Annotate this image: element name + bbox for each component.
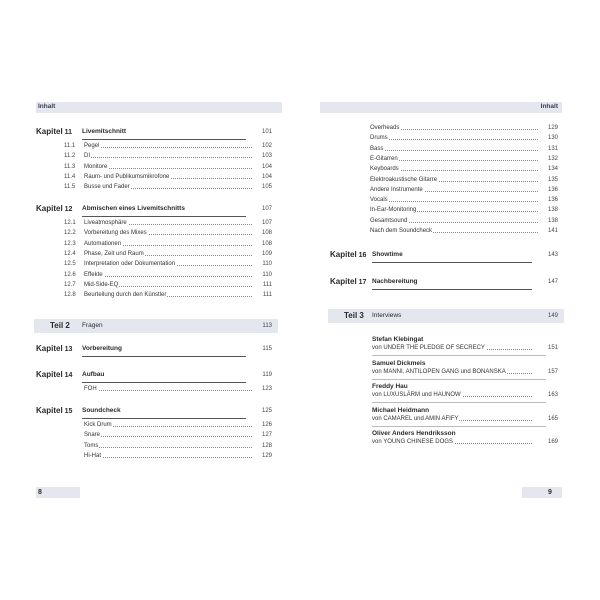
part-label[interactable]: Teil 3 [344, 311, 364, 320]
entry-page: 111 [262, 281, 272, 288]
chapter-label-word: Kapitel [36, 370, 63, 379]
part-page: 149 [547, 313, 558, 319]
entry-page: 107 [261, 220, 272, 226]
entry-page: 108 [261, 240, 272, 247]
chapter-heading[interactable] [36, 343, 272, 355]
entry-page: 138 [547, 207, 558, 214]
running-header: Inhalt [38, 103, 56, 110]
toc-entry[interactable] [36, 271, 272, 280]
entry-page: 128 [261, 442, 272, 449]
interviewee-name: Oliver Anders Hendriksson [372, 430, 456, 438]
chapter-rule [82, 139, 246, 140]
entry-page: 108 [261, 230, 272, 237]
entry-title: DI [84, 153, 90, 160]
chapter-label-word: Kapitel [36, 344, 63, 353]
entry-number: 11.1 [64, 143, 76, 149]
entry-page: 126 [261, 422, 272, 428]
interviewee-name: Stefan Klebingat [372, 336, 424, 343]
entry-page: 135 [547, 176, 558, 183]
footer-band [522, 487, 562, 498]
toc-entry[interactable] [330, 196, 558, 205]
entry-page: 105 [261, 184, 272, 191]
entry-title: Andere Instrumente [370, 186, 423, 193]
toc-entry[interactable] [36, 240, 272, 249]
entry-page: 129 [261, 452, 272, 459]
toc-entry[interactable] [36, 442, 272, 451]
entry-page: 123 [261, 386, 272, 392]
entry-number: 12.6 [64, 271, 76, 278]
chapter-title: Abmischen eines Livemitschnitts [82, 205, 185, 212]
toc-entry[interactable] [330, 134, 558, 143]
entry-title: Overheads [370, 125, 400, 131]
entry-title: Raum- und Publikumsmikrofone [84, 173, 170, 180]
dot-leader [84, 168, 252, 169]
dot-leader [84, 157, 252, 158]
chapter-number: 16 [356, 252, 367, 259]
entry-title: FOH [84, 386, 97, 392]
entry-page: 110 [262, 271, 272, 278]
toc-entry[interactable] [36, 173, 272, 182]
entry-page: 136 [547, 186, 558, 193]
entry-number: 12.7 [64, 281, 76, 288]
page-number: 9 [548, 489, 552, 496]
dot-leader [84, 436, 252, 437]
chapter-label [36, 405, 72, 418]
entry-title: Gesamtsound [370, 217, 408, 224]
chapter-label [36, 369, 72, 382]
chapter-heading[interactable] [36, 126, 272, 138]
entry-title: Snare [84, 432, 101, 439]
chapter-title: Aufbau [82, 371, 105, 378]
entry-title: Busse und Fader [84, 184, 130, 191]
toc-entry[interactable] [330, 186, 558, 195]
chapter-rule [82, 356, 246, 357]
interview-entry[interactable] [372, 382, 558, 404]
entry-page: 130 [547, 135, 558, 142]
entry-page: 109 [261, 250, 272, 257]
toc-entry[interactable] [36, 229, 272, 238]
toc-entry[interactable] [36, 142, 272, 151]
chapter-page: 143 [547, 252, 558, 258]
chapter-rule [82, 216, 246, 217]
dot-leader [84, 147, 252, 148]
entry-title: Keyboards [370, 166, 399, 173]
interviewee-bands: von CAMAREL und AMIN AFIFY [372, 415, 459, 422]
dot-leader [370, 201, 538, 202]
chapter-heading[interactable] [330, 249, 558, 261]
entry-title: Mid-Side-EQ [84, 281, 119, 288]
entry-title: Phase, Zeit und Raum [84, 250, 144, 257]
interviewee-name: Samuel Dickmeis [372, 359, 426, 367]
chapter-number: 17 [356, 279, 367, 286]
chapter-label-word: Kapitel [330, 277, 357, 286]
chapter-heading[interactable] [36, 405, 272, 417]
chapter-label-word: Kapitel [330, 250, 357, 259]
chapter-heading[interactable] [36, 369, 272, 381]
interview-rule [372, 402, 546, 403]
dot-leader [84, 390, 252, 391]
toc-entry[interactable] [330, 176, 558, 185]
chapter-rule [372, 262, 532, 263]
chapter-number: 12 [62, 206, 73, 213]
chapter-heading[interactable] [36, 203, 272, 215]
toc-entry[interactable] [36, 452, 272, 461]
entry-page: 131 [547, 145, 558, 152]
interview-rule [372, 379, 546, 380]
chapter-number: 13 [62, 346, 73, 353]
right-page [300, 0, 600, 600]
header-band [36, 102, 282, 113]
entry-title: Drums [370, 135, 388, 142]
toc-entry[interactable] [36, 163, 272, 172]
chapter-title: Nachbereitung [372, 278, 418, 285]
interview-entry[interactable] [372, 406, 558, 428]
toc-entry[interactable] [330, 227, 558, 236]
toc-entry[interactable] [36, 385, 272, 394]
entry-number: 11.5 [64, 184, 76, 191]
entry-number: 11.3 [64, 163, 76, 170]
footer-band [36, 487, 80, 498]
entry-title: Monitore [84, 163, 108, 170]
chapter-title: Showtime [372, 251, 403, 258]
chapter-heading[interactable] [330, 276, 558, 288]
entry-page: 127 [261, 432, 272, 439]
entry-title: Bass [370, 145, 384, 152]
chapter-number: 11 [62, 129, 73, 136]
part-label[interactable]: Teil 2 [50, 321, 70, 330]
interviewee-bands: von UNDER THE PLEDGE OF SECRECY [372, 345, 485, 351]
dot-leader [84, 276, 252, 277]
part-title[interactable]: Fragen [82, 322, 103, 329]
toc-entry[interactable] [330, 206, 558, 215]
running-header: Inhalt [540, 103, 558, 110]
chapter-title: Soundcheck [82, 407, 121, 414]
entry-page: 104 [261, 173, 272, 180]
entry-title: Interpretation oder Dokumentation [84, 261, 176, 268]
toc-entry[interactable] [330, 155, 558, 164]
interviewee-name: Freddy Hau [372, 383, 408, 391]
interviewee-bands: von YOUNG CHINESE DOGS [372, 439, 453, 446]
dot-leader [84, 457, 252, 458]
dot-leader [84, 447, 252, 448]
chapter-label-word: Kapitel [36, 406, 63, 415]
toc-entry[interactable] [330, 217, 558, 226]
chapter-label [330, 276, 366, 289]
chapter-label [330, 249, 366, 262]
entry-page: 129 [547, 125, 558, 131]
entry-title: Pegel [84, 143, 100, 149]
toc-entry[interactable] [36, 281, 272, 290]
toc-entry[interactable] [36, 431, 272, 440]
interviewee-bands: von MANNI, ANTILOPEN GANG und BONANSKA [372, 368, 506, 375]
toc-entry[interactable] [36, 250, 272, 259]
entry-title: Vorbereitung des Mixes [84, 230, 147, 237]
chapter-rule [82, 418, 246, 419]
chapter-label-word: Kapitel [36, 204, 63, 213]
interview-entry[interactable] [372, 429, 558, 451]
toc-entry[interactable] [330, 145, 558, 154]
entry-page: 136 [547, 197, 558, 204]
chapter-label-word: Kapitel [36, 127, 63, 136]
toc-entry[interactable] [36, 183, 272, 192]
entry-page: 102 [261, 143, 272, 149]
chapter-title: Vorbereitung [82, 345, 122, 352]
entry-page: 141 [547, 228, 558, 234]
entry-title: Kick Drum [84, 422, 112, 428]
interview-rule [372, 355, 546, 356]
entry-title: Hi-Hat [84, 452, 102, 459]
entry-number: 12.1 [64, 220, 76, 226]
chapter-rule [82, 382, 246, 383]
chapter-page: 101 [261, 129, 272, 135]
entry-title: Elektroakustische Gitarre [370, 176, 438, 183]
dot-leader [370, 139, 538, 140]
toc-entry[interactable] [36, 291, 272, 300]
interview-entry[interactable] [372, 335, 558, 357]
chapter-number: 14 [62, 372, 73, 379]
entry-page: 104 [261, 163, 272, 170]
entry-title: Automationen [84, 240, 122, 247]
chapter-label [36, 203, 72, 216]
entry-title: Toms [84, 442, 99, 449]
chapter-page: 107 [261, 206, 272, 212]
chapter-page: 125 [261, 408, 272, 414]
entry-number: 12.5 [64, 261, 76, 268]
chapter-title: Livemitschnitt [82, 128, 127, 135]
entry-title: Vocals [370, 197, 388, 204]
entry-number: 12.4 [64, 250, 76, 257]
toc-entry[interactable] [330, 165, 558, 174]
interviewee-name: Michael Heidmann [372, 406, 430, 414]
entry-title: Beurteilung durch den Künstler [84, 292, 167, 299]
chapter-rule [372, 289, 532, 290]
chapter-label [36, 343, 72, 356]
interview-entry[interactable] [372, 359, 558, 381]
entry-title: Nach dem Soundcheck [370, 228, 433, 234]
header-band [320, 102, 562, 113]
entry-page: 132 [547, 155, 558, 162]
chapter-label [36, 126, 72, 139]
entry-number: 12.2 [64, 230, 76, 237]
entry-number: 11.4 [64, 173, 76, 180]
entry-page: 134 [547, 166, 558, 173]
part-page: 113 [262, 323, 272, 329]
page-number: 8 [38, 489, 42, 496]
interviewee-bands: von LUXUSLÄRM und HAUNOW [372, 392, 461, 399]
toc-entry[interactable] [36, 421, 272, 430]
toc-entry[interactable] [330, 124, 558, 133]
chapter-number: 15 [62, 408, 73, 415]
toc-entry[interactable] [36, 152, 272, 161]
entry-number: 12.8 [64, 292, 76, 299]
entry-title: Liveatmosphäre [84, 220, 127, 226]
toc-entry[interactable] [36, 219, 272, 228]
entry-title: In-Ear-Monitoring [370, 207, 417, 214]
entry-title: Effekte [84, 271, 103, 278]
interview-page: 169 [547, 439, 558, 446]
entry-page: 103 [261, 153, 272, 160]
dot-leader [370, 150, 538, 151]
part-title[interactable]: Interviews [372, 312, 402, 319]
interview-rule [372, 426, 546, 427]
interview-page: 157 [547, 368, 558, 375]
entry-number: 11.2 [64, 153, 76, 160]
interview-page: 163 [547, 392, 558, 399]
interview-page: 151 [547, 345, 558, 351]
entry-page: 138 [547, 217, 558, 224]
entry-title: E-Gitarren [370, 155, 398, 162]
interview-page: 165 [547, 415, 558, 422]
entry-number: 12.3 [64, 240, 76, 247]
chapter-page: 147 [547, 279, 558, 285]
chapter-page: 119 [262, 372, 272, 378]
entry-page: 110 [262, 261, 272, 268]
chapter-page: 115 [262, 346, 272, 352]
toc-entry[interactable] [36, 260, 272, 269]
entry-page: 111 [262, 292, 272, 299]
